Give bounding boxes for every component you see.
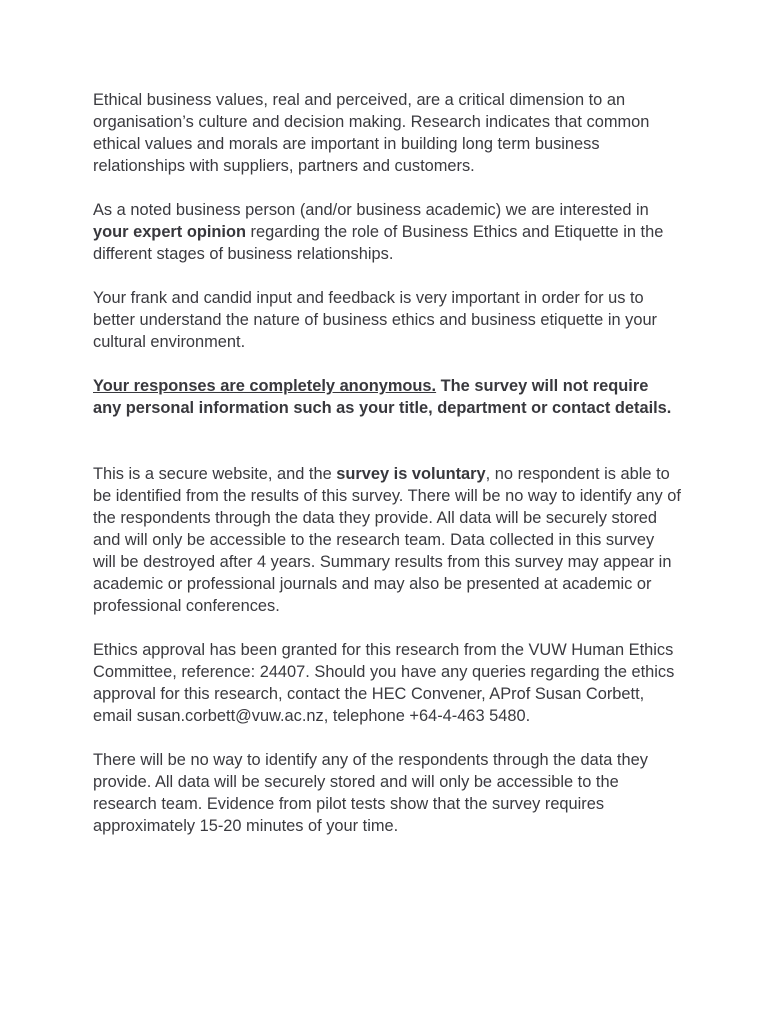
- security-paragraph: [93, 463, 681, 617]
- security-text-start: This is a secure website, and the: [93, 465, 337, 483]
- anonymity-paragraph: [93, 375, 681, 419]
- intro-paragraph: Ethical business values, real and perceived, are a critical dimension to an organisation’s culture and decision making. Research indicates that common ethical values and morals are important in building long term business relationships with suppliers, partners and customers.: [93, 91, 650, 175]
- security-text-end: , no respondent is able to be identified from the results of this survey. There will be no way to identify any of the respondents through the data they provide. All data will be securely stored and will only be accessible to the research team. Data collected in this survey will be destroyed after 4 years. Summary results from this survey may appear in academic or professional journals and may also be presented at academic or professional conferences.: [93, 465, 681, 615]
- expert-opinion-text-start: As a noted business person (and/or business academic) we are interested in: [93, 201, 649, 219]
- ethics-approval-paragraph: Ethics approval has been granted for this research from the VUW Human Ethics Committee, reference: 24407. Should you have any queries regarding the ethics approval for this research, contact the HEC Convener, AProf Susan Corbett, email susan.corbett@vuw.ac.nz, telephone +64-4-463 5480.: [93, 641, 675, 725]
- anonymity-details: The survey will not require any personal information such as your title, department or contact details.: [93, 377, 672, 417]
- expert-opinion-emphasis: your expert opinion: [93, 223, 246, 241]
- anonymity-heading: Your responses are completely anonymous.: [93, 377, 437, 395]
- voluntary-emphasis: survey is voluntary: [336, 465, 486, 483]
- duration-paragraph: There will be no way to identify any of the respondents through the data they provide. All data will be securely stored and will only be accessible to the research team. Evidence from pilot tests show that the survey requires approximately 15-20 minutes of your time.: [93, 751, 648, 835]
- feedback-paragraph: Your frank and candid input and feedback is very important in order for us to better understand the nature of business ethics and business etiquette in your cultural environment.: [93, 289, 658, 351]
- expert-opinion-paragraph: [93, 199, 681, 265]
- expert-opinion-text-end: regarding the role of Business Ethics and Etiquette in the different stages of business relationships.: [93, 223, 664, 263]
- document-body: [93, 89, 681, 859]
